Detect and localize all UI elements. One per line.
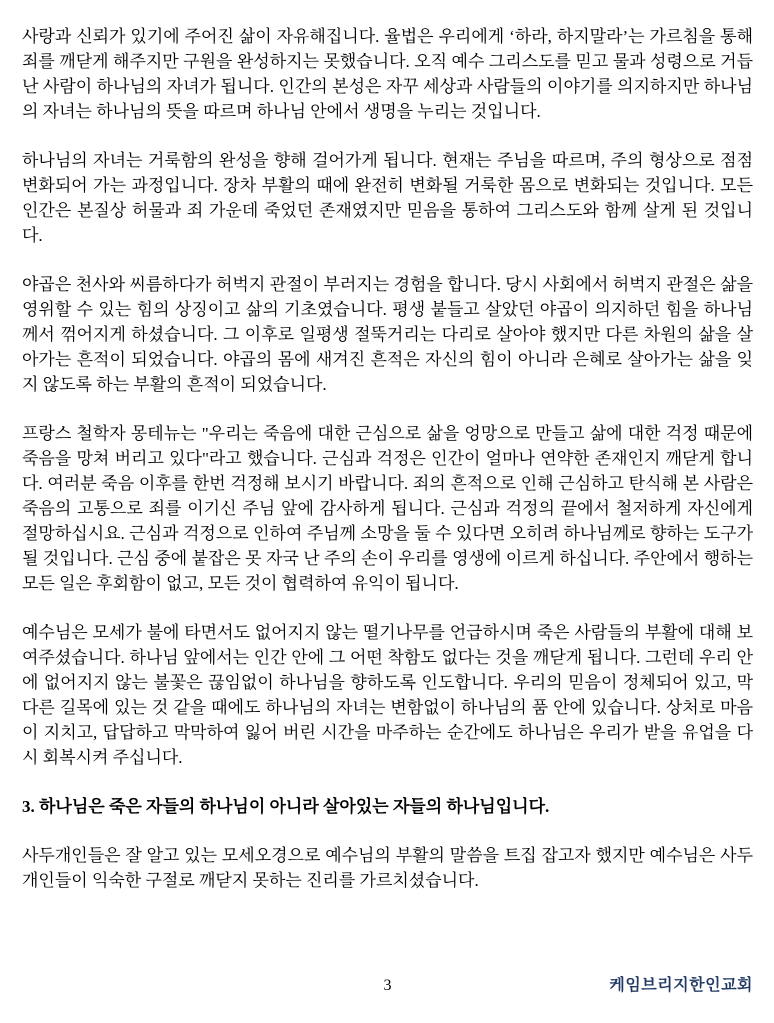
document-body (22, 24, 753, 893)
body-paragraph: 사두개인들은 잘 알고 있는 모세오경으로 예수님의 부활의 말씀을 트집 잡고자 했지만 예수님은 사두개인들이 익숙한 구절로 깨닫지 못하는 진리를 가르치셨습니다. (22, 846, 753, 890)
body-paragraph: 사랑과 신뢰가 있기에 주어진 삶이 자유해집니다. 율법은 우리에게 ‘하라, 하지말라’는 가르침을 통해 죄를 깨닫게 해주지만 구원을 완성하지는 못했습니다. 오직 예수 그리스도를 믿고 물과 성령으로 거듭난 사람이 하나님의 자녀가 됩니다. 인간의 본성은 자꾸 세상과 사람들의 이야기를 의지하지만 하나님의 자녀는 하나님의 뜻을 따르며 하나님 안에서 생명을 누리는 것입니다. (22, 27, 753, 121)
page-footer (22, 975, 753, 997)
body-paragraph: 예수님은 모세가 불에 타면서도 없어지지 않는 떨기나무를 언급하시며 죽은 사람들의 부활에 대해 보여주셨습니다. 하나님 앞에서는 인간 안에 그 어떤 착함도 없다는 것을 깨닫게 됩니다. 그런데 우리 안에 없어지지 않는 불꽃은 끊임없이 하나님을 향하도록 인도합니다. 우리의 믿음이 정체되어 있고, 막다른 길목에 있는 것 같을 때에도 하나님의 자녀는 변함없이 하나님의 품 안에 있습니다. 상처로 마음이 지치고, 답답하고 막막하여 잃어 버린 시간을 마주하는 순간에도 하나님은 우리가 받을 유업을 다시 회복시켜 주십니다. (22, 623, 753, 767)
body-paragraph: 야곱은 천사와 씨름하다가 허벅지 관절이 부러지는 경험을 합니다. 당시 사회에서 허벅지 관절은 삶을 영위할 수 있는 힘의 상징이고 삶의 기초였습니다. 평생 붙들고 살았던 야곱이 의지하던 힘을 하나님께서 꺾어지게 하셨습니다. 그 이후로 일평생 절뚝거리는 다리로 살아야 했지만 다른 차원의 삶을 살아가는 흔적이 되었습니다. 야곱의 몸에 새겨진 흔적은 자신의 힘이 아니라 은혜로 살아가는 삶을 잊지 않도록 하는 부활의 흔적이 되었습니다. (22, 275, 753, 394)
body-paragraph: 프랑스 철학자 몽테뉴는 "우리는 죽음에 대한 근심으로 삶을 엉망으로 만들고 삶에 대한 걱정 때문에 죽음을 망쳐 버리고 있다"라고 했습니다. 근심과 걱정은 인간이 얼마나 연약한 존재인지 깨닫게 합니다. 여러분 죽음 이후를 한번 걱정해 보시기 바랍니다. 죄의 흔적으로 인해 근심하고 탄식해 본 사람은 죽음의 고통으로 죄를 이기신 주님 앞에 감사하게 됩니다. 근심과 걱정의 끝에서 철저하게 자신에게 절망하십시요. 근심과 걱정으로 인하여 주님께 소망을 둘 수 있다면 오히려 하나님께로 향하는 도구가 될 것입니다. 근심 중에 붙잡은 못 자국 난 주의 손이 우리를 영생에 이르게 하십니다. 주안에서 행하는 모든 일은 후회함이 없고, 모든 것이 협력하여 유익이 됩니다. (22, 424, 753, 593)
section-heading: 3. 하나님은 죽은 자들의 하나님이 아니라 살아있는 자들의 하나님입니다. (22, 797, 550, 816)
page-number: 3 (383, 977, 392, 994)
body-paragraph: 하나님의 자녀는 거룩함의 완성을 향해 걸어가게 됩니다. 현재는 주님을 따르며, 주의 형상으로 점점 변화되어 가는 과정입니다. 장차 부활의 때에 완전히 변화될 거룩한 몸으로 변화되는 것입니다. 모든 인간은 본질상 허물과 죄 가운데 죽었던 존재였지만 믿음을 통하여 그리스도와 함께 살게 된 것입니다. (22, 151, 753, 245)
church-name: 케임브리지한인교회 (609, 977, 753, 994)
